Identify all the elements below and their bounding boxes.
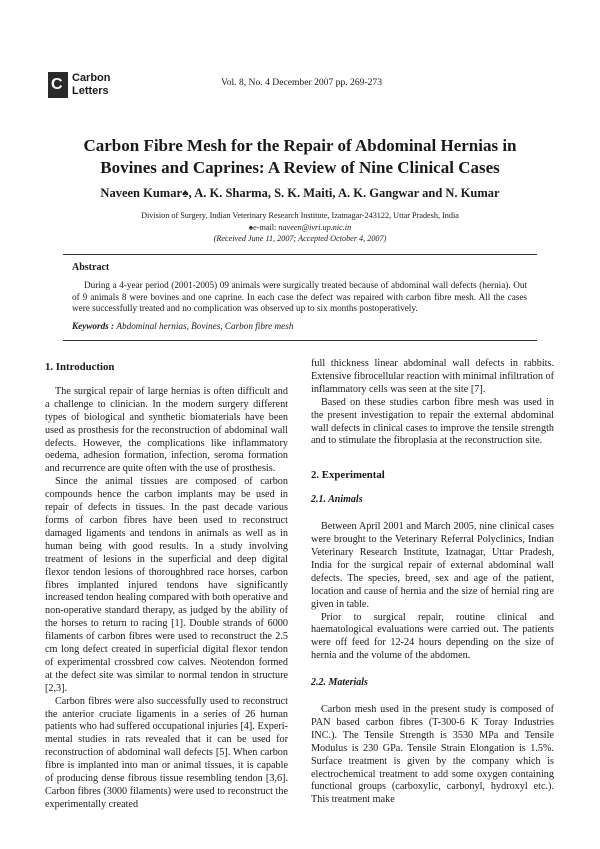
email-label: ♠e-mail: [248,222,277,232]
affiliation: Division of Surgery, Indian Veterinary Research Institute, Izatnagar-243122, Uttar Pradesh, India [141,211,459,220]
title-line-1: Carbon Fibre Mesh for the Repair of Abdominal Hernias in [83,136,517,155]
animals-subheading: 2.1. Animals [311,494,363,506]
animals-paragraph-1: Between April 2001 and March 2005, nine clinical cases were brought to the Veterinary Referral Polyclinics, Indian Veterinary Research Institute, Izatnagar, Uttar Pradesh, India for the surgical repair of external abdominal wall defects. The species, breed, sex and age of the patient, location and cause of hernia and the size of hernial ring are given in table. [311,521,554,610]
title-line-2: Bovines and Caprines: A Review of Nine Clinical Cases [100,158,500,177]
carbon-letters-logo-mark [48,72,68,98]
intro-paragraph-4: Based on these studies carbon fibre mesh was used in the present investigation to repair the external abdominal wall defects in clinical cases to improve the tensile strength and to stimulate the fibroplasia at the reconstruction site. [311,396,554,447]
email-line [40,222,560,234]
keywords-label: Keywords : [72,321,117,331]
author-list: Naveen Kumar♠, A. K. Sharma, S. K. Maiti, A. K. Gangwar and N. Kumar [100,186,500,200]
intro-paragraph-3-continued: full thickness linear abdominal wall defects in rabbits. Extensive fibrocellular reaction with minimal infiltration of inflammatory cells was seen at the site [7]. [311,358,554,395]
experimental-heading: 2. Experimental [311,469,385,482]
materials-paragraph-1: Carbon mesh used in the present study is composed of PAN based carbon fibres (T-300-6 K Toray Industries INC.). The Tensile Strength is 3530 MPa and Tensile Modulus is 230 GPa. Tensile Strain Elongation is 1.5%. Surface treatment is given by the company which is electrochemical treatment to add some oxygen containing functional groups (carboxylic, carbonyl, hydroxyl etc.). This treatment make [311,704,554,806]
intro-paragraph-2: Since the animal tissues are composed of carbon compounds hence the carbon implants may be used in repair of defects in tissues. In the past decade various forms of carbon fibres have been used to reconstruct damaged ligaments and tendons in animals as well as in human being with good results. In a study involving treatment of lesions in the superficial and deep digital flexor tendon lesions of thoroughbred race horses, carbon fibres implanted injured tendons have significantly increased tendon healing compared with both operative and non-operative standard therapy, as judged by the ability of the horses to return to racing [1]. Double strands of 6000 filaments of carbon fibres were used to reconstruct the 2.5 cm long defect created in superficial digital flexor tendon of experimental crossbred cow calves. Neotendon formed at the defect site was similar to normal tendon in structure [2,3]. [45,476,288,694]
affiliation-block [40,210,560,245]
section-gap [311,448,554,466]
left-column [45,358,288,812]
abstract-heading: Abstract [72,262,110,273]
right-column [311,358,554,807]
email-address[interactable]: naveen@ivri.up.nic.in [278,222,352,232]
logo-text [72,72,111,98]
intro-heading: 1. Introduction [45,361,115,373]
keywords-text: Abdominal hernias, Bovines, Carbon fibre mesh [116,321,294,331]
journal-logo [48,72,113,98]
logo-line-1: Carbon [72,72,111,84]
intro-paragraph-1: The surgical repair of large hernias is often difficult and a challenge to clinician. In the modern surgery different types of biological and synthetic biomaterials have been used as prosthesis for the reconstruction of abdominal wall defects. However, the complications like inflammatory oedema, adhesion formation, infection, seroma formation and recurrence are quite often with the use of prosthesis. [45,385,288,475]
paper-title [40,135,560,179]
abstract-text: During a 4-year period (2001-2005) 09 animals were surgically treated because of abdominal wall defects (hernia). Out of 9 animals 8 were bovines and one caprine. In each case the defect was repaired with carbon fibre mesh. All the cases were successfully treated and no complication was observed up to six months postoperatively. [72,280,527,314]
logo-letter: C [51,76,63,93]
keywords-line [72,321,527,331]
abstract-top-rule [63,254,537,255]
animals-paragraph-2: Prior to surgical repair, routine clinical and haematological evaluations were carried out. The patients were off feed for 12-24 hours depending on the size of hernia and the volume of the abdomen. [311,611,554,662]
journal-info: Vol. 8, No. 4 December 2007 pp. 269-273 [221,77,383,88]
abstract-bottom-rule [63,340,537,341]
materials-subheading: 2.2. Materials [311,677,368,689]
received-dates: (Received June 11, 2007; Accepted October 4, 2007) [213,234,387,243]
subsection-gap [311,663,554,677]
logo-line-2: Letters [72,85,109,97]
intro-paragraph-3: Carbon fibres were also successfully used to reconstruct the anterior cruciate ligaments in a series of 26 human patients who had suffered occupational injuries [4]. Experi- mental studies in rats revealed that it can be used for reconstruction of abdominal wall defects [5]. When carbon fibre is implanted into man or animal tissues, it is capable of producing dense fibrous tissue resembling tendon [3,6]. Carbon fibres (3000 filaments) were used to reconstruct the experimentally created [45,695,288,810]
